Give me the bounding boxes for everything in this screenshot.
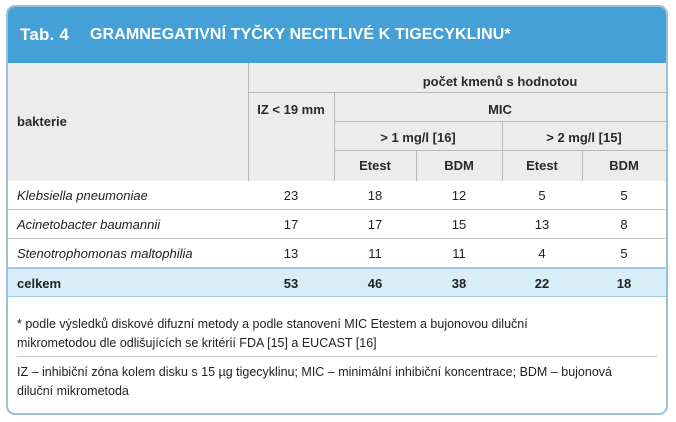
total-bdm-1: 38 [451,276,467,291]
header-mic: MIC [488,102,512,117]
header-divider [416,150,417,181]
footnote-line: * podle výsledků diskové difuzní metody a podle stanovení MIC Etestem a bujonovou diluční [17,317,528,331]
cell-etest-1: 11 [368,246,382,261]
bacteria-name: Acinetobacter baumannii [17,217,161,232]
footnote [17,315,657,353]
table-header [8,63,666,181]
total-row [8,268,666,297]
header-divider [334,150,666,151]
abbreviations-line: IZ – inhibiční zóna kolem disku s 15 µg tigecyklinu; MIC – minimální inhibiční koncentrace; BDM – bujonová [17,365,612,379]
cell-etest-2: 4 [538,246,546,261]
table-row [8,239,666,268]
header-divider [334,121,666,122]
cell-bdm-2: 5 [620,188,628,203]
cell-iz: 23 [283,188,299,203]
header-gt2: > 2 mg/l [15] [546,130,622,145]
header-bdm-2: BDM [609,158,639,173]
header-divider [248,63,249,181]
cell-bdm-2: 5 [620,246,628,261]
cell-etest-2: 5 [538,188,546,203]
cell-iz: 17 [283,217,299,232]
header-divider [502,121,503,181]
total-etest-1: 46 [367,276,383,291]
abbreviations-note [17,363,657,401]
cell-etest-1: 17 [367,217,383,232]
abbreviations-line: diluční mikrometoda [17,384,129,398]
header-count-label: počet kmenů s hodnotou [422,74,578,89]
header-bacteria: bakterie [17,114,67,129]
table-title-bar [8,7,666,63]
header-iz: IZ < 19 mm [257,102,325,117]
header-divider [248,92,666,93]
header-etest-2: Etest [526,158,558,173]
cell-etest-1: 18 [367,188,383,203]
bacteria-name: Stenotrophomonas maltophilia [17,246,193,261]
total-label: celkem [17,276,62,291]
table-card [6,5,668,415]
table-title: GRAMNEGATIVNÍ TYČKY NECITLIVÉ K TIGECYKLINU* [90,26,511,43]
header-bdm-1: BDM [444,158,474,173]
header-gt1: > 1 mg/l [16] [380,130,456,145]
header-divider [334,92,335,181]
footnote-line: mikrometodou dle odlišujících se kritérií FDA [15] a EUCAST [16] [17,336,377,350]
total-iz: 53 [283,276,299,291]
table-number: Tab. 4 [20,25,70,44]
cell-bdm-2: 8 [620,217,628,232]
cell-etest-2: 13 [534,217,550,232]
cell-bdm-1: 11 [452,246,466,261]
cell-iz: 13 [283,246,299,261]
table-row [8,210,666,239]
bacteria-name: Klebsiella pneumoniae [17,188,148,203]
cell-bdm-1: 12 [451,188,467,203]
total-bdm-2: 18 [616,276,632,291]
table-row [8,181,666,210]
total-etest-2: 22 [534,276,550,291]
header-etest-1: Etest [359,158,391,173]
header-divider [582,150,583,181]
notes-divider [17,356,657,357]
cell-bdm-1: 15 [451,217,467,232]
